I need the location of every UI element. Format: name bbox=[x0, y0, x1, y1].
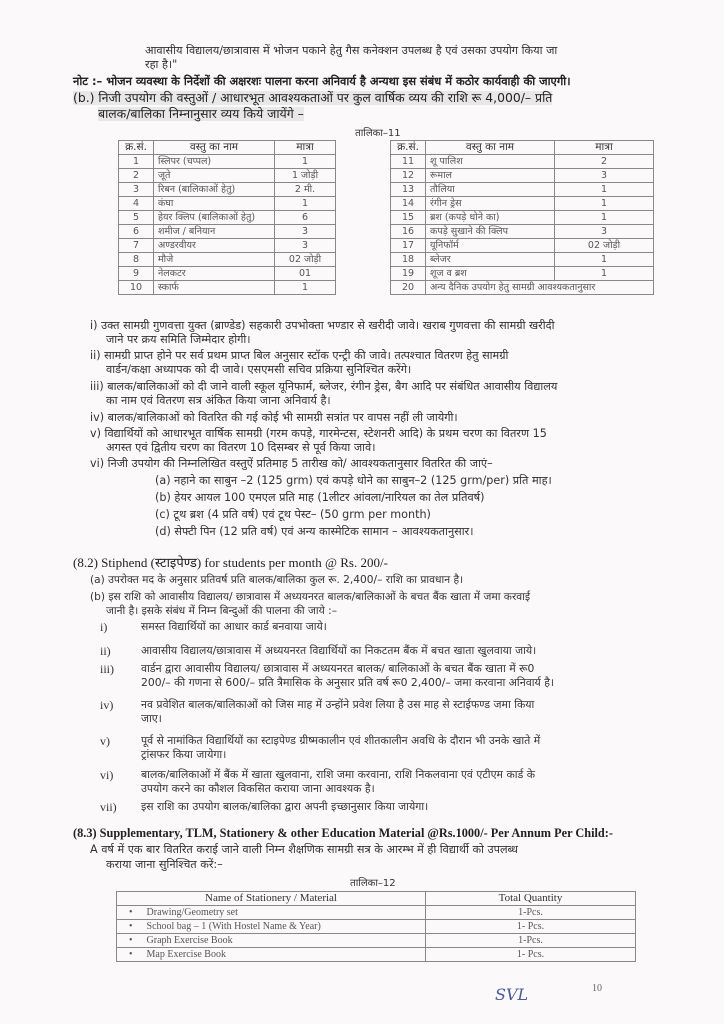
supplementary-a-line-2: कराया जाना सुनिश्चित करें:– bbox=[106, 858, 223, 871]
cell-quantity: 1 bbox=[555, 183, 654, 197]
bullet-icon: • bbox=[129, 935, 133, 946]
table-11-right bbox=[390, 140, 654, 295]
cell-sno: 20 bbox=[391, 281, 426, 295]
cell-item-name: कंघा bbox=[154, 197, 275, 211]
stipend-a: (a) उपरोक्त मद के अनुसार प्रतिवर्ष प्रति बालक/बालिका कुल रू. 2,400/– राशि का प्रावधान है। bbox=[90, 574, 464, 586]
bullet-icon: • bbox=[129, 907, 133, 918]
point-vi: vi) निजी उपयोग की निम्नलिखित वस्तुऐं प्रतिमाह 5 तारीख को/ आवश्यकतानुसार वितरित की जाएं– bbox=[90, 457, 493, 470]
stipend-point-number: iii) bbox=[100, 662, 114, 676]
cell-item-name: कपड़े सुखाने की क्लिप bbox=[426, 225, 555, 239]
table-row bbox=[119, 211, 336, 225]
table-row bbox=[119, 253, 336, 267]
table-row bbox=[119, 281, 336, 295]
header-quantity: मात्रा bbox=[275, 141, 336, 155]
cell-quantity: 1 bbox=[555, 197, 654, 211]
cell-item-name: शमीज / बनियान bbox=[154, 225, 275, 239]
cell-sno: 8 bbox=[119, 253, 154, 267]
cell-quantity: 1 bbox=[275, 281, 336, 295]
stipend-b-line-2: जानी है। इसके संबंध में निम्न बिन्दुओं की पालना की जाये :– bbox=[106, 605, 337, 617]
table-row bbox=[391, 253, 654, 267]
table-row bbox=[391, 281, 654, 295]
table-row bbox=[117, 906, 636, 920]
intro-line-1: आवासीय विद्यालय/छात्रावास में भोजन पकाने हेतु गैस कनेक्शन उपलब्ध है एवं उसका उपयोग किया जा bbox=[145, 44, 558, 57]
cell-item-name: ब्लेजर bbox=[426, 253, 555, 267]
table-row bbox=[391, 169, 654, 183]
cell-quantity: 02 जोड़ी bbox=[275, 253, 336, 267]
signature: SVL bbox=[495, 985, 529, 1004]
cell-item-name: रंगीन ड्रेस bbox=[426, 197, 555, 211]
cell-item-name: नेलकटर bbox=[154, 267, 275, 281]
cell-item-name: रूमाल bbox=[426, 169, 555, 183]
table-row bbox=[117, 920, 636, 934]
cell-quantity: 3 bbox=[275, 239, 336, 253]
cell-item-name: अण्डरवीयर bbox=[154, 239, 275, 253]
cell-total-quantity: 1-Pcs. bbox=[426, 934, 636, 948]
cell-sno: 14 bbox=[391, 197, 426, 211]
cell-material-name bbox=[117, 948, 426, 962]
cell-item-name: जूते bbox=[154, 169, 275, 183]
point-ii-line-1: ii) सामग्री प्राप्त होने पर सर्व प्रथम प्राप्त बिल अनुसार स्टॉक एन्ट्री की जावे। तत्पश्चात वितरण हेतु सामग्री bbox=[90, 349, 509, 362]
cell-item-name: अन्य दैनिक उपयोग हेतु सामग्री आवश्यकतानुसार bbox=[426, 281, 654, 295]
cell-sno: 10 bbox=[119, 281, 154, 295]
cell-item-name: रिबन (बालिकाओं हेतु) bbox=[154, 183, 275, 197]
material-name: Graph Exercise Book bbox=[146, 935, 233, 946]
cell-sno: 6 bbox=[119, 225, 154, 239]
stipend-point-line-2: जाए। bbox=[141, 712, 162, 725]
table-row bbox=[117, 934, 636, 948]
stipend-point-line-2: ट्रांसफर किया जायेगा। bbox=[141, 748, 227, 761]
cell-quantity: 1 bbox=[275, 197, 336, 211]
cell-item-name: स्कार्फ bbox=[154, 281, 275, 295]
stipend-b-line-1: (b) इस राशि को आवासीय विद्यालय/ छात्रावास में अध्ययनरत बालक/बालिकाओं के बचत बैंक खाता में जमा करवाई bbox=[90, 591, 531, 603]
cell-sno: 1 bbox=[119, 155, 154, 169]
page-number: 10 bbox=[592, 983, 602, 994]
table-11-left bbox=[118, 140, 336, 295]
table-12-caption: तालिका–12 bbox=[350, 878, 396, 889]
cell-quantity: 1 bbox=[555, 211, 654, 225]
cell-item-name: यूनिफॉर्म bbox=[426, 239, 555, 253]
cell-total-quantity: 1- Pcs. bbox=[426, 920, 636, 934]
table-row bbox=[119, 239, 336, 253]
cell-quantity: 6 bbox=[275, 211, 336, 225]
cell-item-name: शू पालिश bbox=[426, 155, 555, 169]
point-vi-d: (d) सेफ्टी पिन (12 प्रति वर्ष) एवं अन्य कास्मेटिक सामान – आवश्यकतानुसार। bbox=[155, 525, 474, 538]
cell-item-name: शूज व ब्रश bbox=[426, 267, 555, 281]
stipend-point-line-1: नव प्रवेशित बालक/बालिकाओं को जिस माह में उन्होंने प्रवेश लिया है उस माह से स्टाईफण्ड जमा किया bbox=[141, 698, 535, 711]
cell-sno: 15 bbox=[391, 211, 426, 225]
stipend-point-line-1: पूर्व से नामांकित विद्यार्थियों का स्टाइपेण्ड ग्रीष्मकालीन एवं शीतकालीन अवधि के दौरान भी उनके खाते में bbox=[141, 734, 541, 747]
stipend-point-number: v) bbox=[100, 734, 110, 748]
material-name: Map Exercise Book bbox=[146, 949, 226, 960]
table-row bbox=[391, 211, 654, 225]
cell-quantity: 3 bbox=[555, 225, 654, 239]
table-row bbox=[391, 155, 654, 169]
material-name: Drawing/Geometry set bbox=[146, 907, 238, 918]
cell-quantity: 1 bbox=[555, 253, 654, 267]
table-11-caption: तालिका–11 bbox=[355, 128, 401, 139]
cell-sno: 7 bbox=[119, 239, 154, 253]
point-i-line-2: जाने पर क्रय समिति जिम्मेदार होगी। bbox=[106, 333, 251, 346]
material-name: School bag – 1 (With Hostel Name & Year) bbox=[146, 921, 321, 932]
cell-sno: 17 bbox=[391, 239, 426, 253]
table-row bbox=[119, 225, 336, 239]
table-row bbox=[391, 267, 654, 281]
cell-quantity: 1 जोड़ी bbox=[275, 169, 336, 183]
stipend-point-line-1: इस राशि का उपयोग बालक/बालिका द्वारा अपनी इच्छानुसार किया जायेगा। bbox=[141, 800, 429, 813]
stipend-point-number: ii) bbox=[100, 644, 111, 658]
table-row bbox=[391, 239, 654, 253]
stipend-heading: (8.2) Stiphend (स्टाइपेण्ड) for students per month @ Rs. 200/- bbox=[73, 555, 388, 570]
cell-sno: 5 bbox=[119, 211, 154, 225]
table-row bbox=[119, 155, 336, 169]
cell-sno: 3 bbox=[119, 183, 154, 197]
cell-item-name: तौलिया bbox=[426, 183, 555, 197]
stipend-point-line-1: बालक/बालिकाओं में बैंक में खाता खुलवाना, राशि जमा करवाना, राशि निकलवाना एवं एटीएम कार्ड के bbox=[141, 768, 536, 781]
point-vi-b: (b) हेयर आयल 100 एमएल प्रति माह (1लीटर आंवला/नारियल का तेल प्रतिवर्ष) bbox=[155, 491, 485, 504]
table-12 bbox=[116, 891, 636, 962]
cell-item-name: हेयर क्लिप (बालिकाओं हेतु) bbox=[154, 211, 275, 225]
point-v-line-1: v) विद्यार्थियों को आधारभूत वार्षिक सामग्री (गरम कपड़े, गारमेन्टस, स्टेशनरी आदि) के प्रथम चरण का वितरण 15 bbox=[90, 427, 547, 440]
cell-quantity: 02 जोड़ी bbox=[555, 239, 654, 253]
cell-item-name: ब्रश (कपड़े धोने का) bbox=[426, 211, 555, 225]
point-iii-line-2: का नाम एवं वितरण सत्र अंकित किया जाना अनिवार्य है। bbox=[106, 394, 331, 407]
table-row bbox=[117, 948, 636, 962]
cell-sno: 9 bbox=[119, 267, 154, 281]
point-iv: iv) बालक/बालिकाओं को वितरित की गई कोई भी सामग्री सत्रांत पर वापस नहीं ली जायेगी। bbox=[90, 411, 458, 424]
bullet-icon: • bbox=[129, 949, 133, 960]
supplementary-heading: (8.3) Supplementary, TLM, Stationery & other Education Material @Rs.1000/- Per Annum Per Child:- bbox=[73, 826, 613, 840]
cell-sno: 18 bbox=[391, 253, 426, 267]
header-item-name: वस्तु का नाम bbox=[426, 141, 555, 155]
stipend-point-number: i) bbox=[100, 620, 108, 634]
cell-sno: 12 bbox=[391, 169, 426, 183]
stipend-point-number: vi) bbox=[100, 768, 114, 782]
stipend-point-line-2: उपयोग करने का कौशल विकसित कराया जाना आवश्यक है। bbox=[141, 782, 375, 795]
point-vi-c: (c) टूथ ब्रश (4 प्रति वर्ष) एवं टूथ पेस्ट– (50 grm per month) bbox=[155, 508, 431, 521]
table-row bbox=[119, 267, 336, 281]
cell-sno: 16 bbox=[391, 225, 426, 239]
point-iii-line-1: iii) बालक/बालिकाओं को दी जाने वाली स्कूल यूनिफार्म, ब्लेजर, रंगीन ड्रेस, बैग आदि पर संबंधित आवासीय विद्यालय bbox=[90, 380, 558, 393]
cell-material-name bbox=[117, 906, 426, 920]
stipend-point-line-1: वार्डन द्वारा आवासीय विद्यालय/ छात्रावास में अध्ययनरत बालक/ बालिकाओं के बचत बैंक खाता में रू0 bbox=[141, 662, 535, 675]
bullet-icon: • bbox=[129, 921, 133, 932]
header-material-name: Name of Stationery / Material bbox=[117, 892, 426, 906]
cell-total-quantity: 1-Pcs. bbox=[426, 906, 636, 920]
header-item-name: वस्तु का नाम bbox=[154, 141, 275, 155]
cell-quantity: 2 bbox=[555, 155, 654, 169]
cell-sno: 4 bbox=[119, 197, 154, 211]
stipend-point-number: iv) bbox=[100, 698, 114, 712]
cell-quantity: 2 मी. bbox=[275, 183, 336, 197]
cell-sno: 2 bbox=[119, 169, 154, 183]
table-row bbox=[391, 225, 654, 239]
table-row bbox=[391, 197, 654, 211]
stipend-point-line-2: 200/– की गणना से 600/– प्रति त्रैमासिक के अनुसार प्रति वर्ष रू0 2,400/– जमा करवाना अनिवार्य है। bbox=[141, 676, 555, 689]
stipend-point-line-1: समस्त विद्यार्थियों का आधार कार्ड बनवाया जाये। bbox=[141, 620, 327, 633]
cell-quantity: 3 bbox=[275, 225, 336, 239]
cell-quantity: 3 bbox=[555, 169, 654, 183]
stipend-point-number: vii) bbox=[100, 800, 117, 814]
section-b-line-2: बालक/बालिका निम्नानुसार व्यय किये जायेंगे – bbox=[98, 106, 304, 121]
cell-item-name: मौजे bbox=[154, 253, 275, 267]
point-v-line-2: अगस्त एवं द्वितीय चरण का वितरण 10 दिसम्बर से पूर्व किया जावे। bbox=[106, 441, 376, 454]
note: नोट :– भोजन व्यवस्था के निर्देशों की अक्षरशः पालना करना अनिवार्य है अन्यथा इस संबंध में कठोर कार्यवाही की जाएगी। bbox=[73, 74, 571, 88]
header-total-quantity: Total Quantity bbox=[426, 892, 636, 906]
point-i-line-1: i) उक्त सामग्री गुणवत्ता युक्त (ब्राण्डेड) सहकारी उपभोक्ता भण्डार से खरीदी जावे। खराब गुणवत्ता की सामग्री खरीदी bbox=[90, 319, 555, 332]
point-ii-line-2: वार्डन/कक्षा अध्यापक को दी जावे। एसएमसी सचिव प्रक्रिया सुनिश्चित करेंगे। bbox=[106, 363, 412, 376]
stipend-point-line-1: आवासीय विद्यालय/छात्रावास में अध्ययनरत विद्यार्थियों का निकटतम बैंक में बचत खाता खुलवाया जाये। bbox=[141, 644, 537, 657]
cell-material-name bbox=[117, 920, 426, 934]
section-b-line-1: (b.) निजी उपयोग की वस्तुओं / आधारभूत आवश्यकताओं पर कुल वार्षिक व्यय की राशि रू 4,000/– प्रति bbox=[73, 90, 553, 105]
table-row bbox=[119, 197, 336, 211]
header-sno: क्र.सं. bbox=[391, 141, 426, 155]
cell-quantity: 1 bbox=[275, 155, 336, 169]
cell-total-quantity: 1- Pcs. bbox=[426, 948, 636, 962]
cell-material-name bbox=[117, 934, 426, 948]
table-row bbox=[391, 183, 654, 197]
header-sno: क्र.सं. bbox=[119, 141, 154, 155]
cell-quantity: 01 bbox=[275, 267, 336, 281]
point-vi-a: (a) नहाने का साबुन –2 (125 grm) एवं कपड़े धोने का साबुन–2 (125 grm/per) प्रति माह। bbox=[155, 474, 552, 487]
cell-item-name: स्लिपर (चप्पल) bbox=[154, 155, 275, 169]
table-row bbox=[119, 183, 336, 197]
cell-sno: 19 bbox=[391, 267, 426, 281]
supplementary-a-line-1: A वर्ष में एक बार वितरित कराई जाने वाली निम्न शैक्षणिक सामग्री सत्र के आरम्भ में ही विद्यार्थी को उपलब्ध bbox=[90, 843, 518, 856]
header-quantity: मात्रा bbox=[555, 141, 654, 155]
table-row bbox=[119, 169, 336, 183]
cell-quantity: 1 bbox=[555, 267, 654, 281]
cell-sno: 11 bbox=[391, 155, 426, 169]
intro-line-2: रहा है।" bbox=[145, 58, 178, 71]
cell-sno: 13 bbox=[391, 183, 426, 197]
